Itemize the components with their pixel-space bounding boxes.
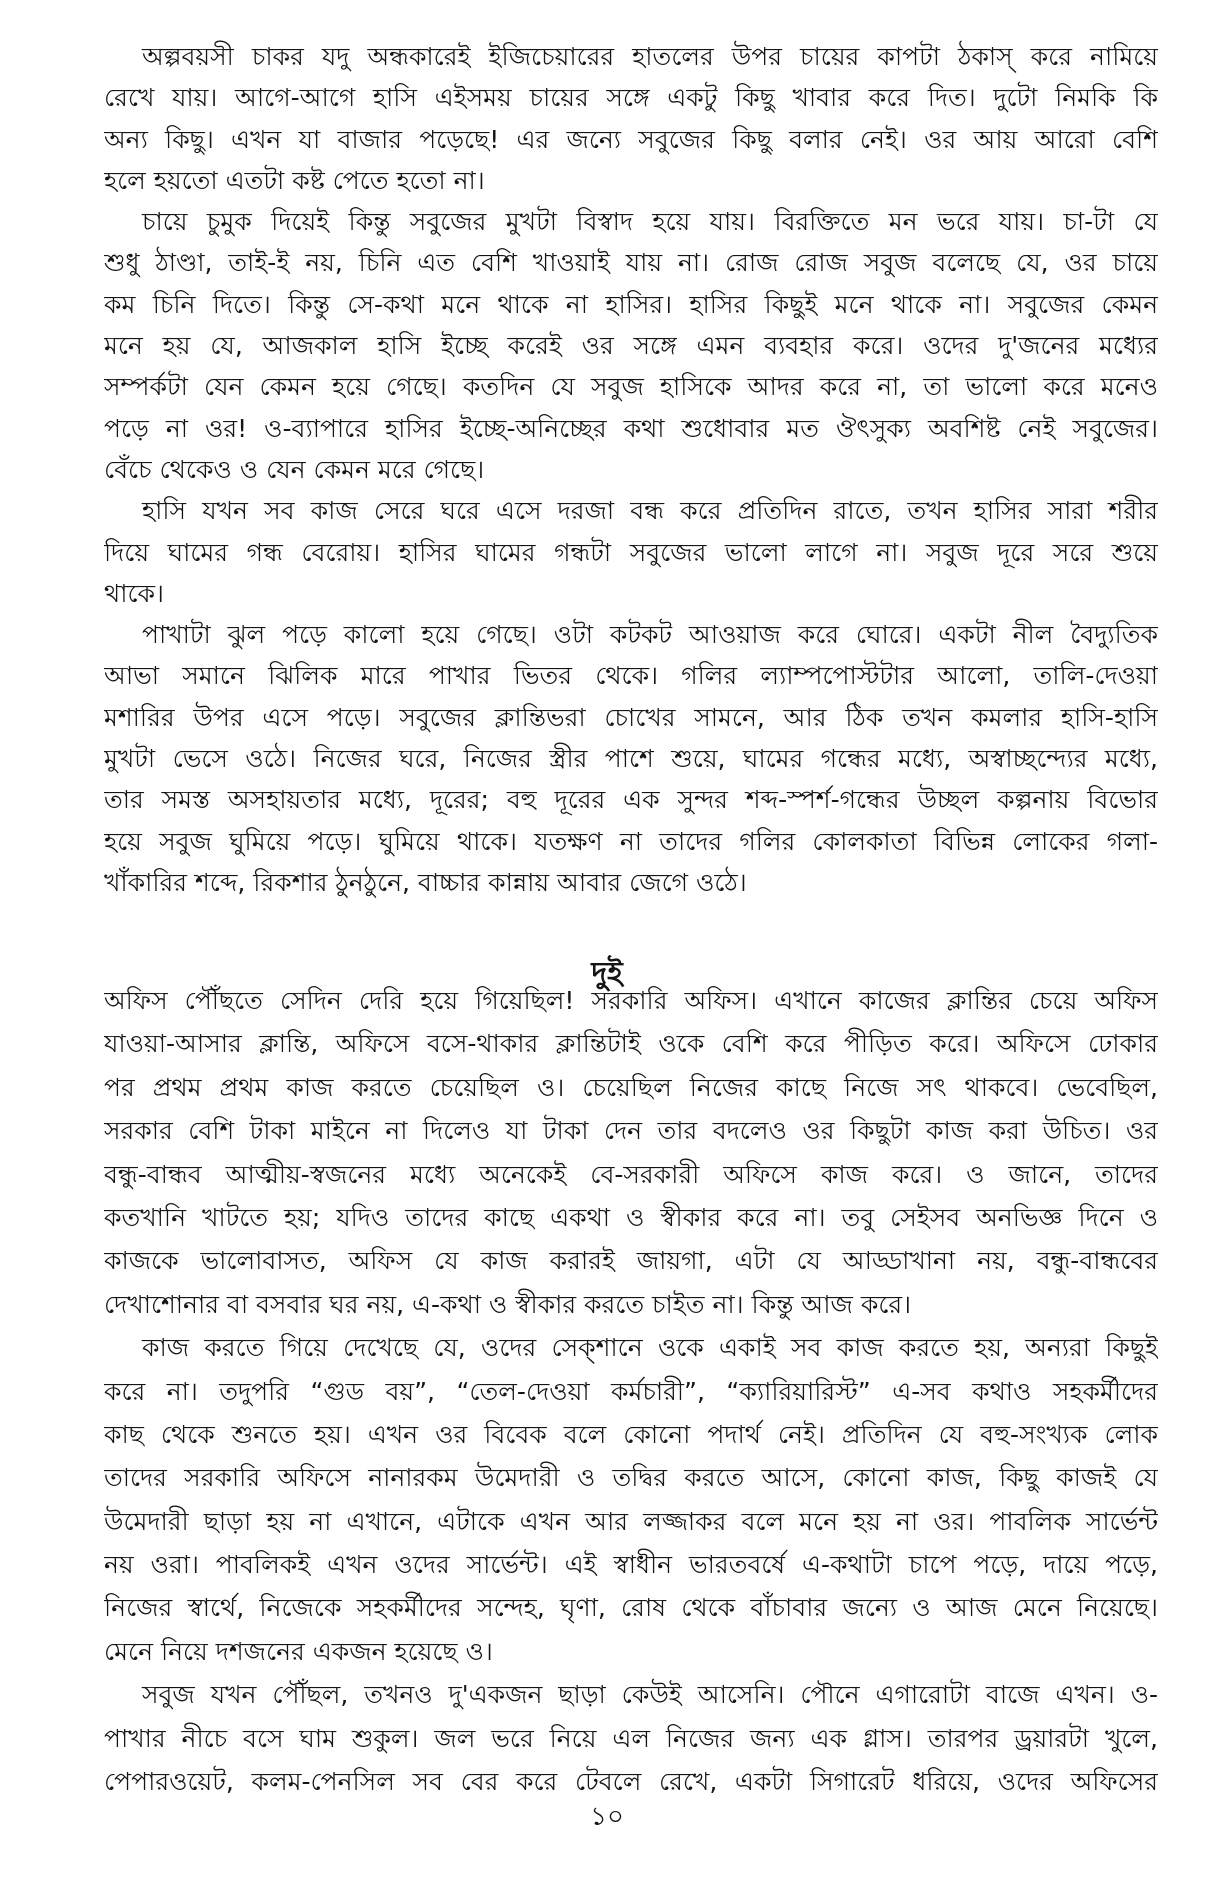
text-line: বেঁচে থেকেও ও যেন কেমন মরে গেছে। [104,454,485,484]
text-line: তাদের সরকারি অফিসে নানারকম উমেদারী ও তদ্বির করতে আসে, কোনো কাজ, কিছু কাজই যে [104,1463,1158,1493]
paragraph [104,36,1158,201]
text-line: অফিস পৌঁছতে সেদিন দেরি হয়ে গিয়েছিল! সরকারি অফিস। এখানে কাজের ক্লান্তির চেয়ে অফিস [104,986,1158,1015]
text-line: উমেদারী ছাড়া হয় না এখানে, এটাকে এখন আর লজ্জাকর বলে মনে হয় না ওর। পাবলিক সার্ভেন্ট [104,1506,1158,1536]
text-line: মনে হয় যে, আজকাল হাসি ইচ্ছে করেই ওর সঙ্গে এমন ব্যবহার করে। ওদের দু'জনের মধ্যের [104,331,1158,361]
text-line: মুখটা ভেসে ওঠে। নিজের ঘরে, নিজের স্ত্রীর পাশে শুয়ে, ঘামের গন্ধের মধ্যে, অস্বাচ্ছন্দ্যের মধ্যে, [104,744,1158,774]
text-line: শুধু ঠাণ্ডা, তাই-ই নয়, চিনি এত বেশি খাওয়াই যায় না। রোজ রোজ সবুজ বলেছে যে, ওর চায়ে [104,248,1158,278]
text-line: তার সমস্ত অসহায়তার মধ্যে, দূরের; বহু দূরের এক সুন্দর শব্দ-স্পর্শ-গন্ধের উচ্ছল কল্পনায় বিভোর [104,785,1158,815]
text-line: রেখে যায়। আগে-আগে হাসি এইসময় চায়ের সঙ্গে একটু কিছু খাবার করে দিত। দুটো নিমকি কি [104,83,1158,113]
text-line: কাছ থেকে শুনতে হয়। এখন ওর বিবেক বলে কোনো পদার্থ নেই। প্রতিদিন যে বহু-সংখ্যক লোক [104,1419,1158,1449]
text-line: দিয়ে ঘামের গন্ধ বেরোয়। হাসির ঘামের গন্ধটা সবুজের ভালো লাগে না। সবুজ দূরে সরে শুয়ে [104,537,1158,567]
text-line: হাসি যখন সব কাজ সেরে ঘরে এসে দরজা বন্ধ করে প্রতিদিন রাতে, তখন হাসির সারা শরীর [142,496,1158,526]
text-line: সম্পর্কটা যেন কেমন হয়ে গেছে। কতদিন যে সবুজ হাসিকে আদর করে না, তা ভালো করে মনেও [104,372,1158,402]
text-line: খাঁকারির শব্দে, রিকশার ঠুনঠুনে, বাচ্চার কান্নায় আবার জেগে ওঠে। [104,867,747,897]
text-line: আভা সমানে ঝিলিক মারে পাখার ভিতর থেকে। গলির ল্যাম্পপোস্টটার আলো, তালি-দেওয়া [104,661,1158,691]
paragraph [104,1326,1158,1673]
text-line: থাকে। [104,578,164,608]
text-line: মশারির উপর এসে পড়ে। সবুজের ক্লান্তিভরা চোখের সামনে, আর ঠিক তখন কমলার হাসি-হাসি [104,702,1158,732]
section-two-body [104,979,1158,1803]
text-line: পর প্রথম প্রথম কাজ করতে চেয়েছিল ও। চেয়েছিল নিজের কাছে নিজে সৎ থাকবে। ভেবেছিল, [104,1072,1158,1102]
text-line: পেপারওয়েট, কলম-পেনসিল সব বের করে টেবলে রেখে, একটা সিগারেট ধরিয়ে, ওদের অফিসের [104,1767,1158,1797]
section-one-body [104,36,1158,903]
paragraph [104,614,1158,903]
paragraph [104,201,1158,490]
text-line: পড়ে না ওর! ও-ব্যাপারে হাসির ইচ্ছে-অনিচ্ছের কথা শুধোবার মত ঔৎসুক্য অবশিষ্ট নেই সবুজের। [104,413,1158,443]
text-line: কাজকে ভালোবাসত, অফিস যে কাজ করারই জায়গা, এটা যে আড্ডাখানা নয়, বন্ধু-বান্ধবের [104,1246,1158,1276]
text-line: অন্য কিছু। এখন যা বাজার পড়েছে! এর জন্যে সবুজের কিছু বলার নেই। ওর আয় আরো বেশি [104,124,1158,154]
page-number: ১০ [590,1802,624,1832]
text-line: অল্পবয়সী চাকর যদু অন্ধকারেই ইজিচেয়ারের হাতলের উপর চায়ের কাপটা ঠকাস্ করে নামিয়ে [142,42,1158,71]
text-line: করে না। তদুপরি “গুড বয়”, “তেল-দেওয়া কর্মচারী”, “ক্যারিয়ারিস্ট” এ-সব কথাও সহকর্মীদের [104,1376,1158,1406]
text-line: দেখাশোনার বা বসবার ঘর নয়, এ-কথা ও স্বীকার করতে চাইত না। কিন্তু আজ করে। [104,1289,912,1319]
text-line: পাখার নীচে বসে ঘাম শুকুল। জল ভরে নিয়ে এল নিজের জন্য এক গ্লাস। তারপর ড্রয়ারটা খুলে, [104,1723,1158,1753]
text-line: কতখানি খাটতে হয়; যদিও তাদের কাছে একথা ও স্বীকার করে না। তবু সেইসব অনভিজ্ঞ দিনে ও [104,1202,1158,1232]
text-line: কম চিনি দিতে। কিন্তু সে-কথা মনে থাকে না হাসির। হাসির কিছুই মনে থাকে না। সবুজের কেমন [104,289,1158,319]
chapter-heading: দুই [591,955,623,991]
text-line: যাওয়া-আসার ক্লান্তি, অফিসে বসে-থাকার ক্লান্তিটাই ওকে বেশি করে পীড়িত করে। অফিসে ঢোকার [104,1029,1158,1059]
text-line: হলে হয়তো এতটা কষ্ট পেতে হতো না। [104,165,485,195]
text-line: সরকার বেশি টাকা মাইনে না দিলেও যা টাকা দেন তার বদলেও ওর কিছুটা কাজ করা উচিত। ওর [104,1116,1158,1146]
text-line: বন্ধু-বান্ধব আত্মীয়-স্বজনের মধ্যে অনেকেই বে-সরকারী অফিসে কাজ করে। ও জানে, তাদের [104,1159,1158,1189]
text-line: সবুজ যখন পৌঁছল, তখনও দু'একজন ছাড়া কেউই আসেনি। পৌনে এগারোটা বাজে এখন। ও- [142,1680,1158,1710]
text-line: চায়ে চুমুক দিয়েই কিন্তু সবুজের মুখটা বিস্বাদ হয়ে যায়। বিরক্তিতে মন ভরে যায়। চা-টা যে [142,207,1158,237]
paragraph [104,490,1158,614]
text-line: মেনে নিয়ে দশজনের একজন হয়েছে ও। [104,1636,493,1666]
text-line: নয় ওরা। পাবলিকই এখন ওদের সার্ভেন্ট। এই স্বাধীন ভারতবর্ষে এ-কথাটা চাপে পড়ে, দায়ে পড়ে, [104,1550,1158,1580]
paragraph [104,979,1158,1326]
text-line: কাজ করতে গিয়ে দেখেছে যে, ওদের সেক্‌শানে ওকে একাই সব কাজ করতে হয়, অন্যরা কিছুই [142,1333,1158,1363]
text-line: পাখাটা ঝুল পড়ে কালো হয়ে গেছে। ওটা কটকট আওয়াজ করে ঘোরে। একটা নীল বৈদ্যুতিক [142,620,1158,650]
text-line: নিজের স্বার্থে, নিজেকে সহকর্মীদের সন্দেহ, ঘৃণা, রোষ থেকে বাঁচাবার জন্যে ও আজ মেনে নিয়েছে। [104,1593,1158,1623]
paragraph [104,1673,1158,1803]
text-line: হয়ে সবুজ ঘুমিয়ে পড়ে। ঘুমিয়ে থাকে। যতক্ষণ না তাদের গলির কোলকাতা বিভিন্ন লোকের গলা- [104,826,1158,856]
